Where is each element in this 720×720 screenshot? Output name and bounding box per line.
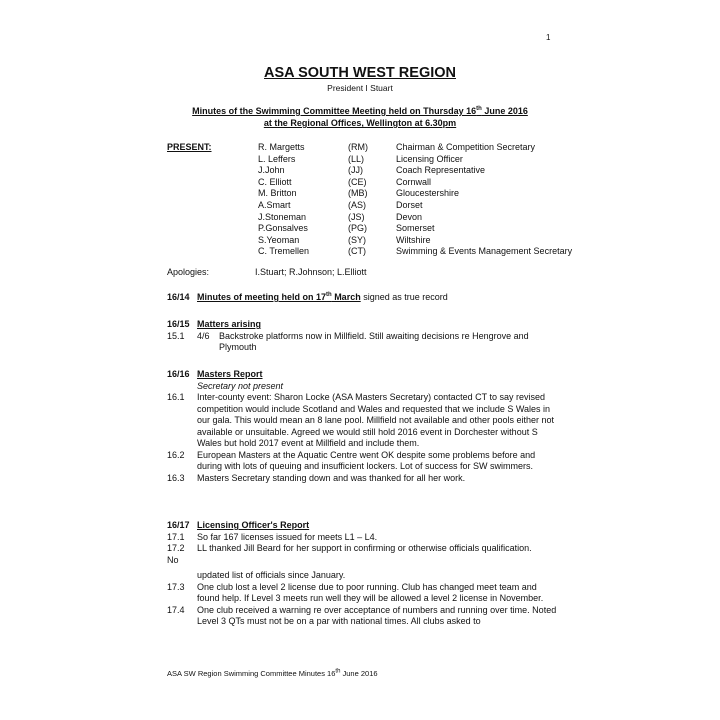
- section-16-16: [167, 369, 557, 484]
- president-line: President I Stuart: [327, 83, 393, 93]
- list-item-continuation-text: updated list of officials since January.: [197, 570, 346, 580]
- list-item: 17.2 LL thanked Jill Beard for her support in confirming or otherwise officials qualification.: [167, 543, 532, 553]
- page-footer: ASA SW Region Swimming Committee Minutes 16th June 2016: [167, 668, 378, 678]
- attendee-row: J.John (JJ) Coach Representative: [258, 165, 486, 176]
- list-item: 15.1 4/6 Backstroke platforms now in Millfield. Still awaiting decisions re Hengrove and Plymouth: [167, 330, 529, 352]
- section-16-14: 16/14 Minutes of meeting held on 17th March signed as true record: [167, 292, 448, 302]
- list-item: 16.1 Inter-county event: Sharon Locke (ASA Masters Secretary) contacted CT to say revised competition would include Scotland and Wales and requested that we include S Wales in our gala. This would mean an 8 lane pool. Millfield not available and other pools either not available or unsuitable. Agreed we would still hold 2016 event in Dorchester without S Wales but hold 2017 event at Millfield and include them.: [167, 392, 555, 448]
- meeting-heading-line2: at the Regional Offices, Wellington at 6.30pm: [263, 118, 457, 128]
- attendee-row: J.Stoneman (JS) Devon: [258, 211, 423, 222]
- list-item-continuation: No: [167, 554, 179, 565]
- section-heading: 16/15 Matters arising: [167, 319, 262, 329]
- list-item: 16.2 European Masters at the Aquatic Centre went OK despite some problems before and during with lots of queuing and insufficient lockers. Lot of success for SW swimmers.: [167, 449, 536, 471]
- attendee-row: L. Leffers (LL) Licensing Officer: [258, 153, 463, 164]
- section-16-15: [167, 319, 557, 354]
- list-item: 17.3 One club lost a level 2 license due to poor running. Club has changed meet team and found help. If Level 3 meets run well they will be allowed a level 2 license in November.: [167, 581, 544, 603]
- document-title: ASA SOUTH WEST REGION: [264, 65, 456, 81]
- list-item: 17.4 One club received a warning re over acceptance of numbers and running over time. Noted Level 3 QTs must not be on a par with national times. All clubs asked to: [167, 604, 557, 626]
- page-number: 1: [546, 33, 551, 42]
- meeting-heading-line1: Minutes of the Swimming Committee Meeting held on Thursday 16th June 2016: [192, 106, 528, 116]
- attendee-row: M. Britton (MB) Gloucestershire: [258, 188, 460, 199]
- section-heading: 16/16 Masters Report: [167, 369, 263, 379]
- attendee-row: R. Margetts (RM) Chairman & Competition Secretary: [258, 142, 536, 152]
- present-label: PRESENT:: [167, 142, 212, 152]
- apologies-line: Apologies: I.Stuart; R.Johnson; L.Elliott: [167, 267, 367, 277]
- section-note: Secretary not present: [197, 380, 284, 391]
- attendee-row: S.Yeoman (SY) Wiltshire: [258, 234, 431, 245]
- section-16-17: [167, 520, 557, 628]
- attendee-row: A.Smart (AS) Dorset: [258, 199, 423, 210]
- list-item: 17.1 So far 167 licenses issued for meets L1 – L4.: [167, 531, 378, 542]
- list-item: 16.3 Masters Secretary standing down and was thanked for all her work.: [167, 472, 466, 483]
- section-heading: 16/17 Licensing Officer's Report: [167, 520, 310, 530]
- attendee-row: C. Elliott (CE) Cornwall: [258, 176, 432, 187]
- attendee-row: P.Gonsalves (PG) Somerset: [258, 223, 435, 234]
- attendee-list: [258, 142, 596, 258]
- attendee-row: C. Tremellen (CT) Swimming & Events Management Secretary: [258, 246, 573, 257]
